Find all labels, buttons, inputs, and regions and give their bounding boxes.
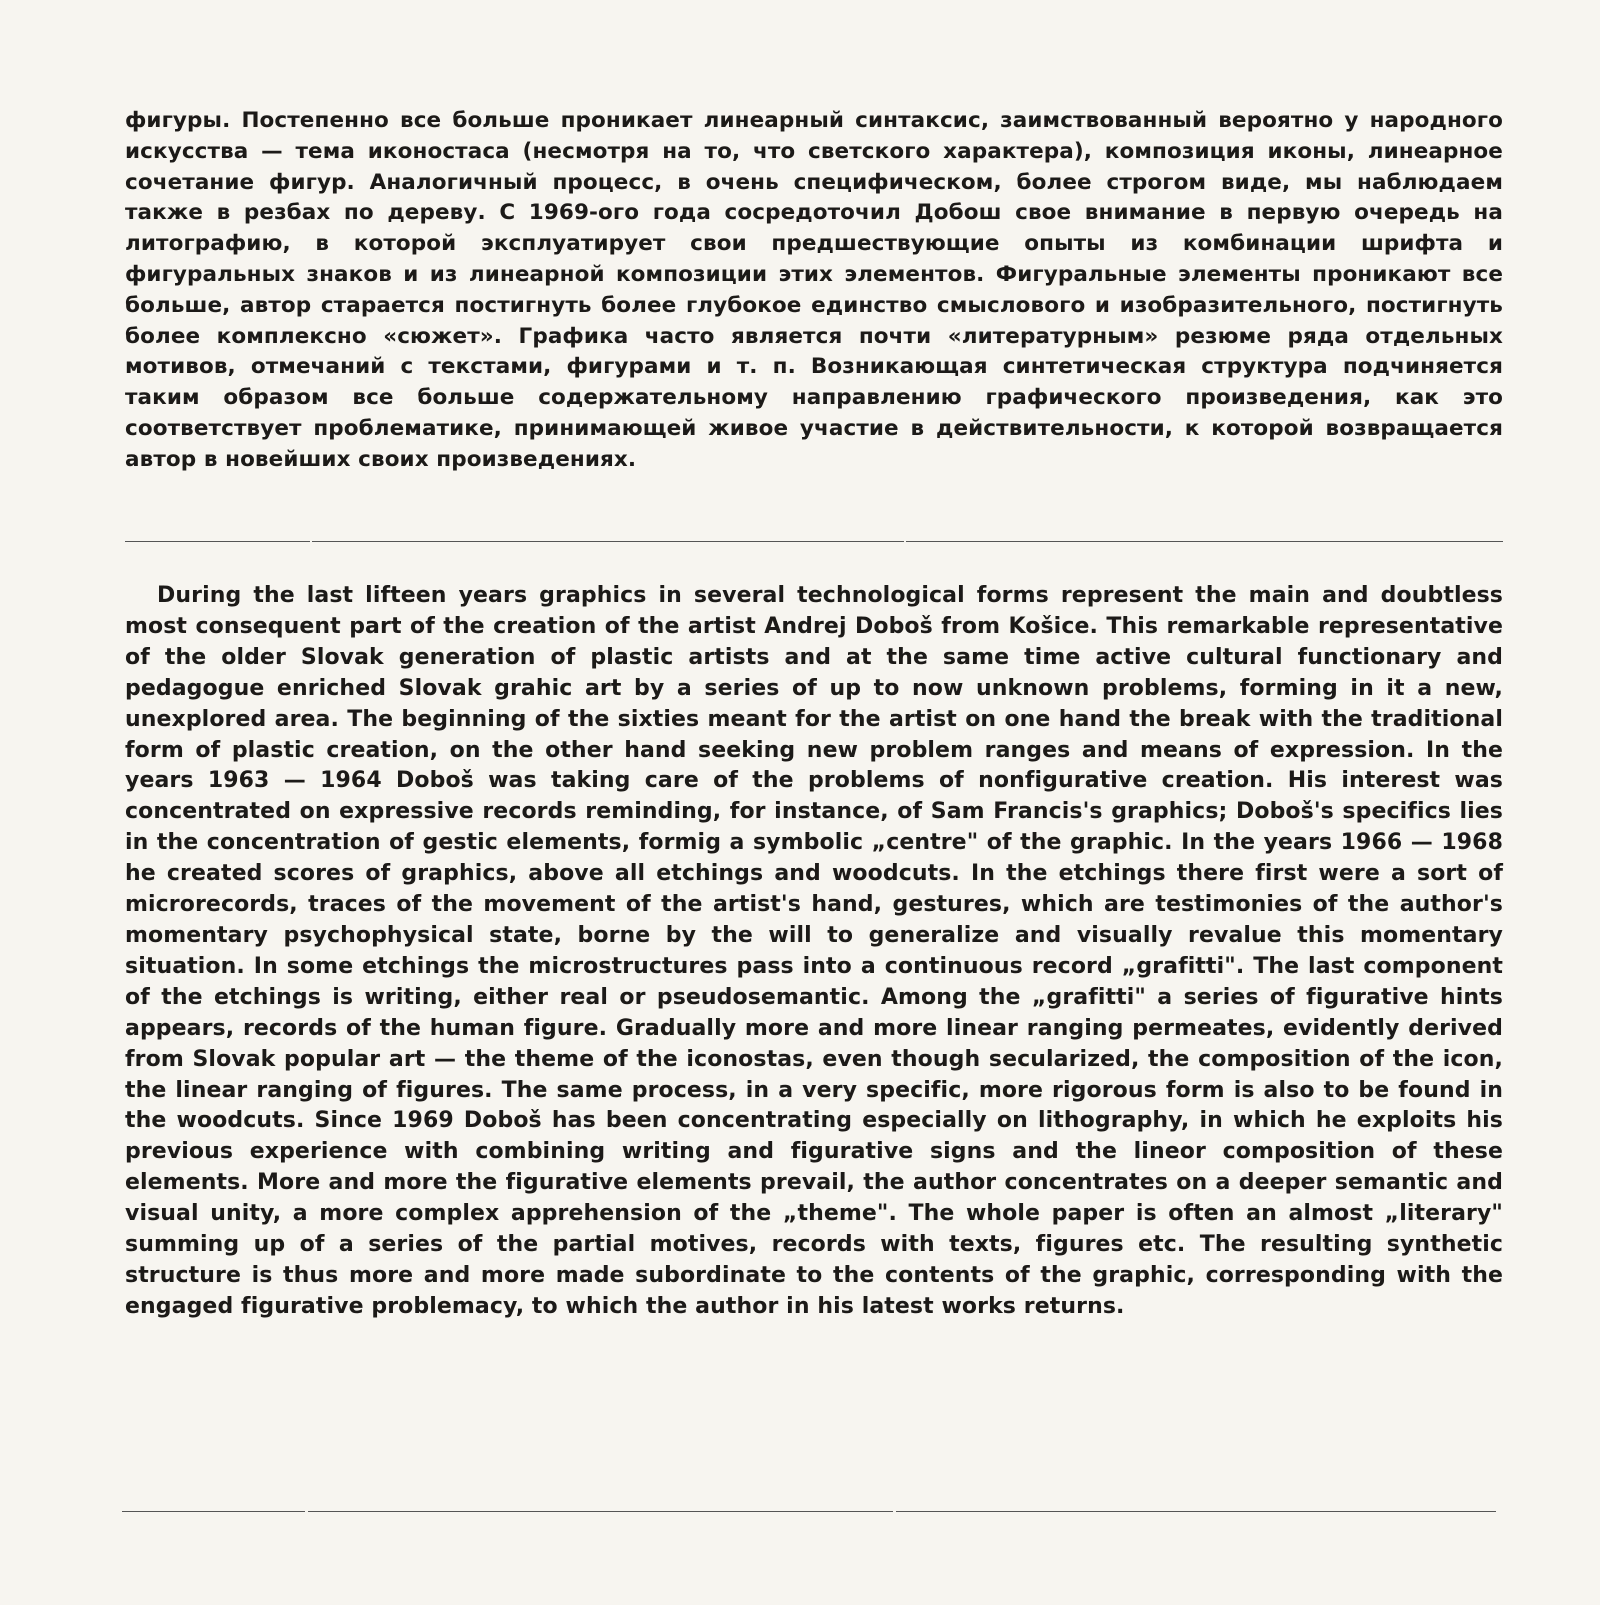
russian-text-block	[125, 106, 1503, 476]
divider-rule-segment	[308, 1511, 893, 1512]
divider-rule-segment	[125, 541, 310, 542]
divider-rule-segment	[312, 541, 904, 542]
english-text-block	[125, 581, 1503, 1323]
english-paragraph: During the last lifteen years graphics in several technological forms represent the main and doubtless most consequent part of the creation of the artist Andrej Doboš from Košice. This remarkable representative of the older Slovak generation of plastic artists and at the same time active cultural functionary and pedagogue enriched Slovak grahic art by a series of up to now unknown problems, forming in it a new, unexplored area. The beginning of the sixties meant for the artist on one hand the break with the traditional form of plastic creation, on the other hand seeking new problem ranges and means of expression. In the years 1963 — 1964 Doboš was taking care of the problems of nonfigurative creation. His interest was concentrated on expressive records reminding, for instance, of Sam Francis's graphics; Doboš's specifics lies in the concentration of gestic elements, formig a symbolic „centre" of the graphic. In the years 1966 — 1968 he created scores of graphics, above all etchings and woodcuts. In the etchings there first were a sort of microrecords, traces of the movement of the artist's hand, gestures, which are testimonies of the author's momentary psychophysical state, borne by the will to generalize and visually revalue this momentary situation. In some etchings the microstructures pass into a continuous record „grafitti". The last component of the etchings is writing, either real or pseudosemantic. Among the „grafitti" a series of figurative hints appears, records of the human figure. Gradually more and more linear ranging permeates, evidently derived from Slovak popular art — the theme of the iconostas, even though secularized, the composition of the icon, the linear ranging of figures. The same process, in a very specific, more rigorous form is also to be found in the woodcuts. Since 1969 Doboš has been concentrating especially on lithography, in which he exploits his previous experience with combining writing and figurative signs and the lineor composition of these elements. More and more the figurative elements prevail, the author concentrates on a deeper semantic and visual unity, a more complex apprehension of the „theme". The whole paper is often an almost „literary" summing up of a series of the partial motives, records with texts, figures etc. The resulting synthetic structure is thus more and more made subordinate to the contents of the graphic, corresponding with the engaged figurative problemacy, to which the author in his latest works returns.	[125, 583, 1503, 1319]
russian-paragraph: фигуры. Постепенно все больше проникает линеарный синтаксис, заимствованный вероятно у народного искусства — тема иконостаса (несмотря на то, что светского характера), композиция иконы, линеарное сочетание фигур. Аналогичный процесс, в очень специфическом, более строгом виде, мы наблюдаем также в резбах по дереву. С 1969-ого года сосредоточил Добош свое внимание в первую очередь на литографию, в которой эксплуатирует свои предшествующие опыты из комбинации шрифта и фигуральных знаков и из линеарной композиции этих элементов. Фигуральные элементы проникают все больше, автор старается постигнуть более глубокое единство смыслового и изобразительного, постигнуть более комплексно «сюжет». Графика часто является почти «литературным» резюме ряда отдельных мотивов, отмечаний с текстами, фигурами и т. п. Возникающая синтетическая структура подчиняется таким образом все больше содержательному направлению графического произведения, как это соответствует проблематике, принимающей живое участие в действительности, к которой возвращается автор в новейших своих произведениях.	[125, 108, 1503, 472]
divider-rule-segment	[896, 1511, 1496, 1512]
divider-rule-segment	[122, 1511, 305, 1512]
divider-rule-segment	[906, 541, 1503, 542]
